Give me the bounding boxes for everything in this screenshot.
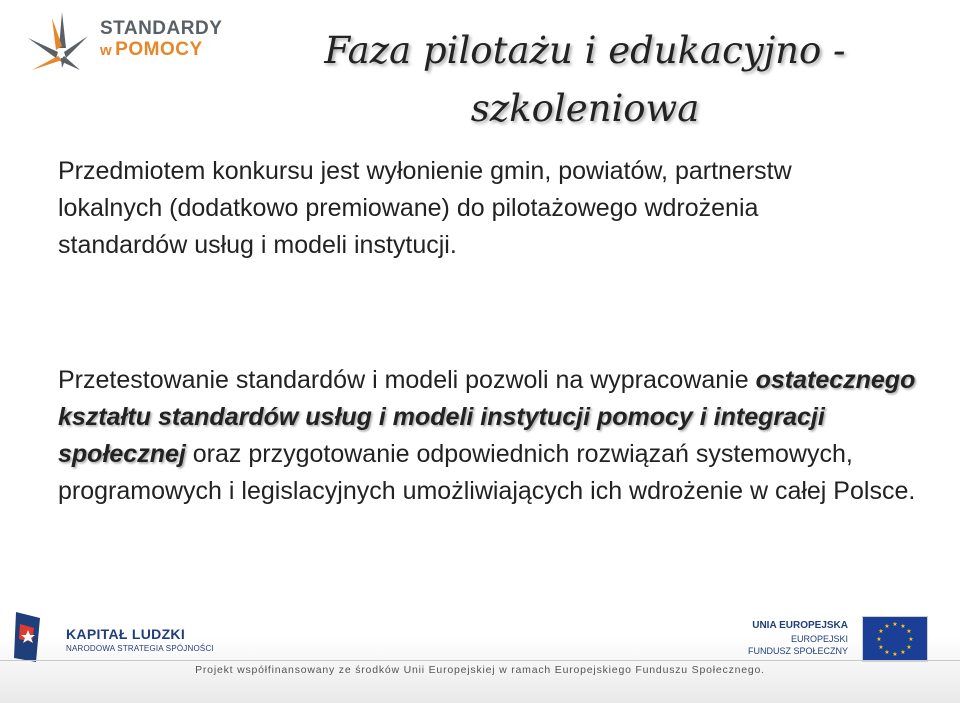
paragraph-2 — [58, 362, 928, 510]
kapital-ludzki-flag-icon — [10, 608, 60, 666]
kapital-ludzki-subtitle: NARODOWA STRATEGIA SPÓJNOŚCI — [66, 644, 214, 653]
logo-line2 — [100, 39, 203, 61]
svg-text:★: ★ — [884, 623, 890, 630]
kapital-ludzki-title: KAPITAŁ LUDZKI — [66, 626, 186, 642]
title-line2: szkoleniowa — [470, 87, 700, 130]
svg-text:★: ★ — [884, 649, 890, 656]
svg-text:★: ★ — [878, 644, 884, 651]
svg-text:★: ★ — [908, 636, 914, 643]
svg-text:★: ★ — [900, 649, 906, 656]
eu-line3: FUNDUSZ SPOŁECZNY — [747, 646, 848, 656]
svg-text:★: ★ — [906, 628, 912, 635]
star-logo-icon — [22, 8, 98, 74]
svg-text:★: ★ — [876, 636, 882, 643]
svg-text:★: ★ — [900, 623, 906, 630]
cofinancing-note: Projekt współfinansowany ze środków Unii Europejskiej w ramach Europejskiego Funduszu Społecznego. — [195, 664, 765, 676]
paragraph-2-emphasis: ostatecznego kształtu standardów usług i modeli instytucji pomocy i integracji społecznej — [58, 366, 916, 468]
eu-line1: UNIA EUROPEJSKA — [752, 620, 848, 631]
svg-text:★: ★ — [892, 621, 898, 628]
paragraph-1: Przedmiotem konkursu jest wyłonienie gmin, powiatów, partnerstw lokalnych (dodatkowo premiowane) do pilotażowego wdrożenia standardów usług i modeli instytucji. — [58, 157, 792, 259]
footer-divider — [0, 660, 960, 661]
slide-title — [240, 22, 930, 138]
svg-text:★: ★ — [906, 644, 912, 651]
title-line1: Faza pilotażu i edukacyjno - — [324, 29, 846, 72]
eu-flag-icon — [862, 616, 928, 662]
paragraph-2-after: oraz przygotowanie odpowiednich rozwiązań systemowych, programowych i legislacyjnych umożliwiających ich wdrożenie w całej Polsce. — [58, 440, 916, 505]
svg-text:★: ★ — [892, 651, 898, 658]
svg-text:★: ★ — [878, 628, 884, 635]
kapital-ludzki-logo — [10, 608, 230, 668]
logo-line2-text: POMOCY — [115, 39, 203, 60]
eu-line2: EUROPEJSKI — [790, 634, 848, 644]
logo-line1: STANDARDY — [100, 18, 223, 39]
logo-line2-prefix: w — [100, 42, 113, 59]
standardy-w-pomocy-logo — [22, 8, 232, 74]
paragraph-2-before: Przetestowanie standardów i modeli pozwoli na wypracowanie — [58, 366, 756, 394]
eu-logo — [708, 616, 928, 666]
